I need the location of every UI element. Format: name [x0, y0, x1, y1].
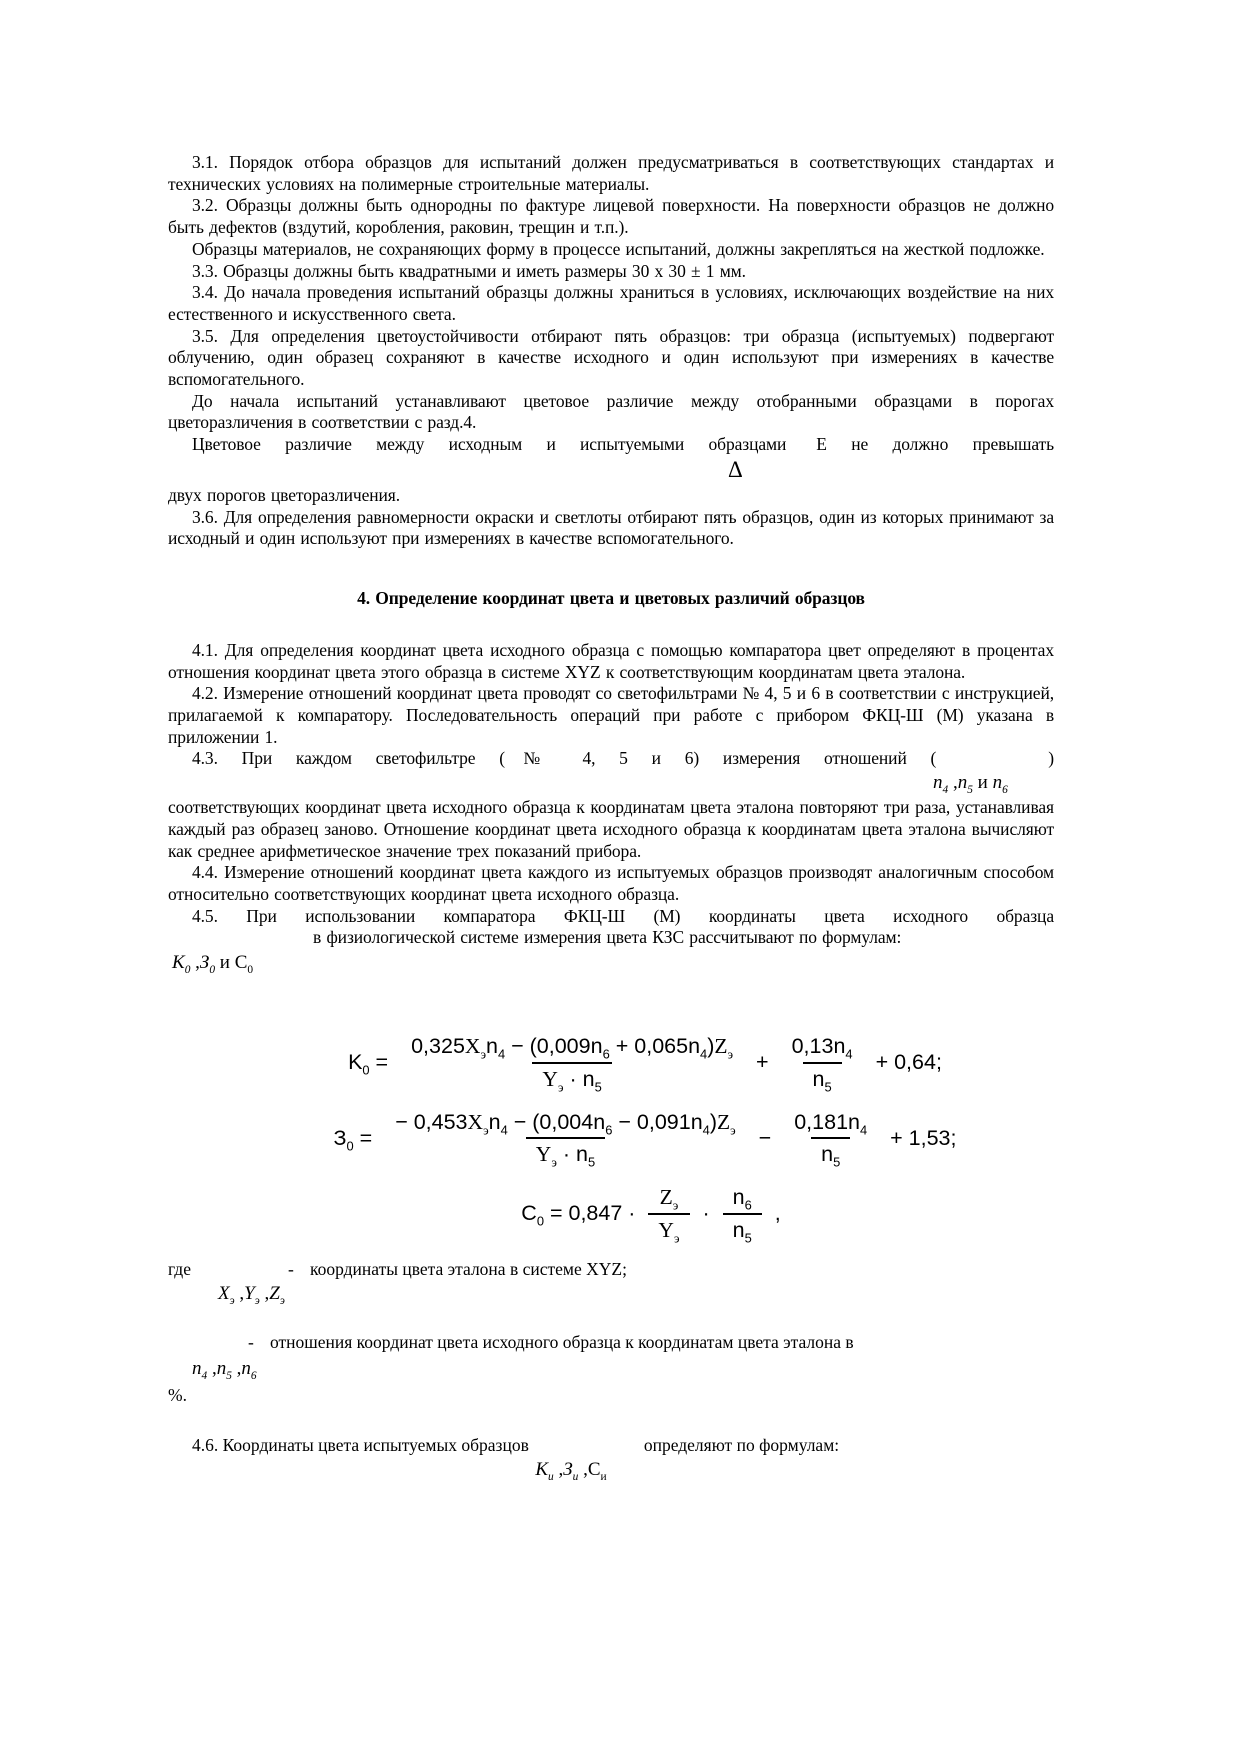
paragraph-3-2: 3.2. Образцы должны быть однородны по фактуре лицевой поверхности. На поверхности образцов не должно быть дефектов (вздутий, коробления, раковин, трещин и т.п.). — [168, 195, 1054, 238]
paragraph-color-difference — [168, 434, 1054, 456]
where-xyz-description: координаты цвета эталона в системе XYZ; — [310, 1259, 627, 1280]
definition-dash: - — [288, 1259, 294, 1280]
paragraph-4-4: 4.4. Измерение отношений координат цвета каждого из испытуемых образцов производят аналогичным способом относительно соответствующих координат цвета исходного образца. — [168, 862, 1054, 904]
formula-k0-z0-c0: $K_0$ $,З_0$ и $С_0$ — [172, 952, 254, 976]
paragraph-3-3: 3.3. Образцы должны быть квадратными и иметь размеры 30 х 30 ± 1 мм. — [192, 260, 746, 281]
paragraph-3-6: 3.6. Для определения равномерности окраски и светлоты отбирают пять образцов, один из которых принимают за исходный и один используют при измерениях в качестве вспомогательного. — [168, 506, 1054, 549]
percent-sign-line: %. — [168, 1384, 187, 1405]
paragraph-3-2-continuation: Образцы материалов, не сохраняющих форму в процессе испытаний, должны закрепляться на жесткой подложке. — [192, 238, 1045, 259]
paragraph-4-6-lead: 4.6. Координаты цвета испытуемых образцов — [192, 1434, 529, 1455]
paragraph-4-2: 4.2. Измерение отношений координат цвета проводят со светофильтрами № 4, 5 и 6 в соответствии с инструкцией, прилагаемой к компаратору. Последовательность операций при работе с прибором ФКЦ-Ш (М) указана в приложении 1. — [168, 683, 1054, 747]
color-difference-text-after-symbol: Е не должно превышать — [816, 434, 1054, 455]
paragraph-4-3-body: соответствующих координат цвета исходного образца к координатам цвета эталона повторяют три раза, устанавливая каждый раз образец заново. Отношение координат цвета исходного образца к координатам цвета эталона вычисляют как среднее арифметическое значение трех показаний прибора. — [168, 797, 1054, 861]
formula-xe-ye-ze: $X_э$ $,Y_э$ $,Z_э$ — [218, 1283, 285, 1307]
paragraph-4-3-text: 4.3. При каждом светофильтре (№ 4, 5 и 6) измерения отношений ( — [192, 748, 937, 769]
paragraph-3-5: 3.5. Для определения цветоустойчивости отбирают пять образцов: три образца (испытуемых) подвергают облучению, один образец сохраняют в качестве исходного и один используют при измерениях в качестве вспомогательного. — [168, 325, 1054, 390]
formula-block — [168, 1033, 1054, 1243]
definition-dash: - — [248, 1332, 254, 1353]
where-clause-line1 — [168, 1259, 1054, 1281]
paragraph-4-3-lead — [168, 748, 1054, 770]
where-clause-line2 — [168, 1332, 1054, 1354]
paragraph-4-1: 4.1. Для определения координат цвета исходного образца с помощью компаратора цвет определяют в процентах отношения координат цвета этого образца в системе XYZ к соответствующим координатам цвета эталона. — [168, 639, 1054, 682]
where-n-description: отношения координат цвета исходного образца к координатам цвета эталона в — [270, 1332, 854, 1353]
formula-k0-equation: $K_0$ = $\frac{0,325X_эn_4 - (0,009n_6 + 0,065n_4)Z_э}{Y_э \cdot n_5}$ + $\frac{0,13n_4}{n_5}$ + 0,64; — [348, 1034, 942, 1095]
paragraph-4-3-close-paren: ) — [1048, 748, 1054, 769]
section-4-heading: 4. Определение координат цвета и цветовых различий образцов — [357, 587, 865, 608]
paragraph-4-5-line2: в физиологической системе измерения цвета КЗС рассчитывают по формулам: — [313, 927, 902, 948]
formula-n4-n5-n6-list: $n_4$ $,n_5$ $,n_6$ — [192, 1357, 257, 1382]
paragraph-4-6 — [168, 1435, 1054, 1457]
paragraph-3-1: 3.1. Порядок отбора образцов для испытаний должен предусматриваться в соответствующих стандартах и технических условиях на полимерные строительные материалы. — [168, 152, 1054, 194]
formula-c0-equation: $С_0$ = 0,847 · $\frac{Z_э}{Y_э}$ · $\frac{n_6}{n_5}$ , — [521, 1184, 781, 1245]
paragraph-4-6-tail: определяют по формулам: — [643, 1434, 840, 1455]
paragraph-3-4: 3.4. До начала проведения испытаний образцы должны храниться в условиях, исключающих воздействие на них естественного и искусственного света. — [168, 282, 1054, 324]
delta-symbol: Δ — [728, 456, 743, 482]
paragraph-3-5-continuation: До начала испытаний устанавливают цветовое различие между отобранными образцами в порогах цветоразличения в соответствии с разд.4. — [168, 390, 1054, 433]
formula-ki-zi-ci: $K_и$ $,З_и$ $,С_и$ — [535, 1459, 607, 1484]
paragraph-two-thresholds: двух порогов цветоразличения. — [168, 484, 401, 505]
formula-z0-equation: $З_0$ = $\frac{- 0,453X_эn_4 - (0,004n_6 - 0,091n_4)Z_э}{Y_э \cdot n_5}$ − $\frac{0,181n_4}{n_5}$ + 1,53; — [333, 1109, 957, 1170]
color-difference-text-before-symbol: Цветовое различие между исходным и испытуемыми образцами — [192, 434, 787, 455]
formula-n4-n5-n6: $n_4$ $,n_5$ и $n_6$ — [933, 772, 1008, 796]
paragraph-4-5-line1: 4.5. При использовании компаратора ФКЦ-Ш (М) координаты цвета исходного образца — [192, 905, 1054, 926]
where-label: где — [168, 1259, 191, 1280]
